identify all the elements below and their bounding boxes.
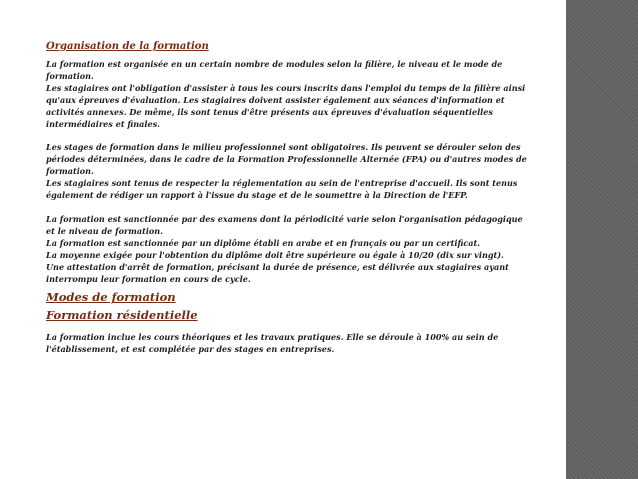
paragraph-sanction [46, 214, 554, 285]
text-line: intermédiaires et finales. [46, 118, 160, 129]
text-line: La formation est sanctionnée par des examens dont la périodicité varie selon l'organisation pédagogique [46, 213, 523, 224]
text-line: qu'aux épreuves d'évaluation. Les stagiaires doivent assister également aux séances d'information et [46, 94, 505, 105]
paragraph-stages [46, 142, 554, 202]
text-line: La formation inclue les cours théoriques et les travaux pratiques. Elle se déroule à 100% au sein de [46, 332, 499, 343]
text-line: activités annexes. De même, ils sont tenus d'être présents aux épreuves d'évaluation séquentielles [46, 106, 493, 117]
spacer [46, 323, 554, 332]
subheading-formation-residentielle: Formation résidentielle [46, 308, 198, 323]
spacer [46, 202, 554, 214]
text-line: Les stagiaires sont tenus de respecter la réglementation au sein de l'entreprise d'accueil. Ils sont tenus [46, 178, 518, 189]
text-line: périodes déterminées, dans le cadre de la Formation Professionnelle Alternée (FPA) ou d'autres modes de [46, 154, 527, 165]
text-line: et le niveau de formation. [46, 225, 163, 236]
text-line: interrompu leur formation en cours de cycle. [46, 273, 251, 284]
paragraph-organisation [46, 59, 554, 130]
text-line: formation. [46, 70, 94, 81]
text-line: Les stages de formation dans le milieu professionnel sont obligatoires. Ils peuvent se dérouler selon des [46, 142, 521, 153]
paragraph-residentielle [46, 332, 554, 356]
text-line: La formation est organisée en un certain nombre de modules selon la filière, le niveau et le mode de [46, 59, 503, 69]
slide-content [46, 40, 554, 356]
text-line: Les stagiaires ont l'obligation d'assister à tous les cours inscrits dans l'emploi du temps de la filière ainsi [46, 82, 526, 93]
spacer [46, 130, 554, 142]
decorative-side-band [566, 0, 638, 479]
heading-modes-de-formation: Modes de formation [46, 290, 176, 305]
text-line: La formation est sanctionnée par un diplôme établi en arabe et en français ou par un certificat. [46, 237, 481, 248]
text-line: également de rédiger un rapport à l'issue du stage et de le soumettre à la Direction de l'EFP. [46, 190, 468, 201]
text-line: formation. [46, 166, 94, 177]
text-line: l'établissement, et est complétée par des stages en entreprises. [46, 344, 335, 355]
text-line: Une attestation d'arrêt de formation, précisant la durée de présence, est délivrée aux stagiaires ayant [46, 261, 509, 272]
heading-organisation: Organisation de la formation [46, 41, 209, 52]
text-line: La moyenne exigée pour l'obtention du diplôme doit être supérieure ou égale à 10/20 (dix sur vingt). [46, 249, 504, 260]
